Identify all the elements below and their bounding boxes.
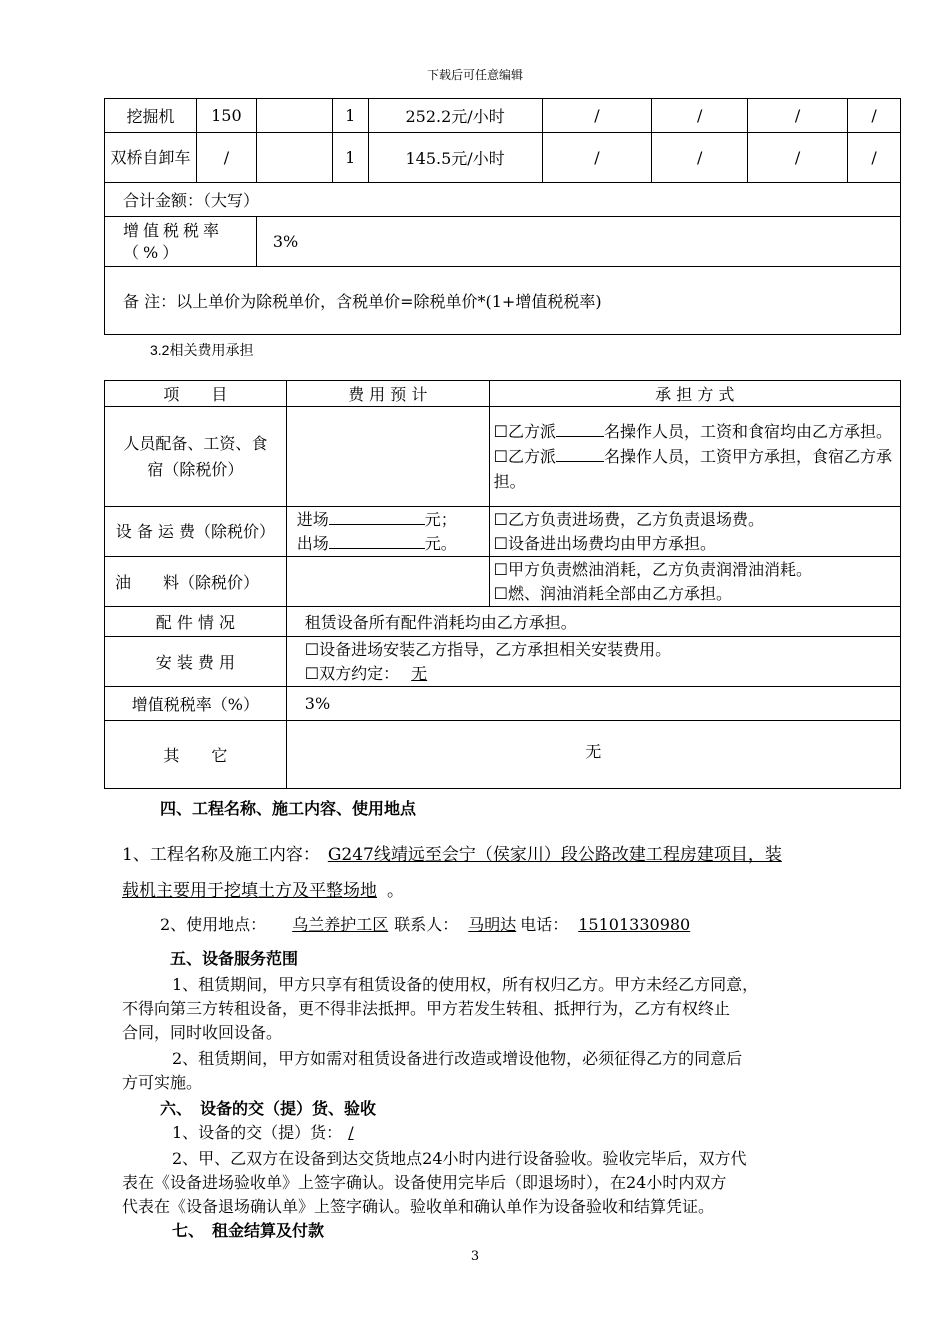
equipment-qty: / — [196, 133, 256, 183]
staff-label: 人员配备、工资、食宿（除税价） — [105, 407, 287, 507]
section-5-p1: 合同，同时收回设备。 — [122, 1023, 283, 1042]
item-label: 1、工程名称及施工内容： — [122, 845, 320, 865]
vat-value: 3% — [286, 687, 900, 721]
table-row — [105, 607, 901, 637]
header-item: 项 目 — [105, 381, 287, 407]
total-amount-label: 合计金额：（大写） — [105, 183, 901, 217]
section-4-item2 — [160, 912, 696, 935]
checkbox-option[interactable]: ☐燃、润油消耗全部由乙方承担。 — [493, 583, 732, 603]
table-row — [105, 687, 901, 721]
section-5-title: 五、设备服务范围 — [170, 949, 299, 968]
checkbox-option[interactable]: ☐乙方负责进场费，乙方负责退场费。 — [493, 509, 764, 529]
fuel-cost — [286, 557, 489, 607]
section-6-p2: 2、甲、乙双方在设备到达交货地点24小时内进行设备验收。验收完毕后，双方代 — [172, 1149, 747, 1168]
equipment-count: 1 — [332, 99, 368, 133]
checkbox-option[interactable]: ☐乙方派 — [493, 422, 556, 441]
period: 。 — [387, 881, 404, 901]
equipment-name: 挖掘机 — [105, 99, 197, 133]
section-4-title: 四、工程名称、施工内容、使用地点 — [160, 799, 417, 818]
table-row — [105, 507, 901, 557]
page-number: 3 — [470, 1249, 480, 1264]
equipment-extra — [256, 133, 332, 183]
parts-value: 租赁设备所有配件消耗均由乙方承担。 — [286, 607, 900, 637]
page-header: 下载后可任意编辑 — [426, 68, 523, 82]
transport-cost — [286, 507, 489, 557]
item-label: 1、设备的交（提）货： — [172, 1123, 343, 1142]
checkbox-option[interactable]: ☐设备进出场费均由甲方承担。 — [493, 533, 716, 553]
price-note: 备 注：以上单价为除税单价，含税单价=除税单价*(1+增值税税率) — [105, 267, 901, 335]
equipment-count: 1 — [332, 133, 368, 183]
table-row — [105, 183, 901, 217]
phone-label: 电话： — [520, 915, 569, 934]
option-text: 名操作人员，工资甲方承担，食宿乙方承担。 — [493, 447, 892, 491]
checkbox-option[interactable]: ☐乙方派 — [493, 447, 556, 466]
equipment-cell: / — [748, 99, 848, 133]
equipment-price: 145.5元/小时 — [368, 133, 542, 183]
equipment-cell: / — [848, 133, 901, 183]
header-method: 承 担 方 式 — [489, 381, 900, 407]
fuel-method — [489, 557, 900, 607]
vat-value: 3% — [256, 217, 900, 267]
yuan-label: 元； — [424, 509, 457, 529]
table-row — [105, 133, 901, 183]
table-row — [105, 721, 901, 789]
equipment-cell: / — [542, 99, 652, 133]
equipment-name: 双桥自卸车 — [105, 133, 197, 183]
equipment-cell: / — [652, 99, 748, 133]
parts-label: 配 件 情 况 — [105, 607, 287, 637]
section-4-item1-cont — [122, 876, 404, 901]
equipment-extra — [256, 99, 332, 133]
checkbox-option[interactable]: ☐设备进场安装乙方指导，乙方承担相关安装费用。 — [304, 639, 672, 659]
delivery-value: / — [348, 1123, 354, 1142]
project-content: 载机主要用于挖填土方及平整场地 — [122, 881, 377, 901]
table-row — [105, 99, 901, 133]
table-row — [105, 637, 901, 687]
table-row — [105, 217, 901, 267]
section-3-2-title: 3.2相关费用承担 — [150, 342, 254, 358]
checkbox-option[interactable]: ☐双方约定： — [304, 663, 400, 683]
staff-method — [489, 407, 900, 507]
section-5-p1: 1、租赁期间，甲方只享有租赁设备的使用权，所有权归乙方。甲方未经乙方同意， — [172, 975, 759, 994]
fuel-label: 油 料（除税价） — [105, 557, 287, 607]
equipment-qty: 150 — [196, 99, 256, 133]
location-value: 乌兰养护工区 — [292, 915, 389, 934]
vat-label: 增值税税率（%） — [105, 687, 287, 721]
project-name: G247线靖远至会宁（侯家川）段公路改建工程房建项目，装 — [327, 845, 782, 865]
equipment-cell: / — [848, 99, 901, 133]
agreed-value: 无 — [411, 663, 428, 683]
other-value: 无 — [286, 721, 900, 789]
item-label: 2、使用地点： — [160, 915, 267, 934]
table-row — [105, 407, 901, 507]
section-7-title: 七、 租金结算及付款 — [172, 1221, 325, 1240]
staff-cost — [286, 407, 489, 507]
checkbox-option[interactable]: ☐甲方负责燃油消耗，乙方负责润滑油消耗。 — [493, 559, 812, 579]
equipment-price: 252.2元/小时 — [368, 99, 542, 133]
option-text: 名操作人员，工资和食宿均由乙方承担。 — [603, 422, 892, 441]
transport-method — [489, 507, 900, 557]
install-method — [286, 637, 900, 687]
section-6-p2: 表在《设备进场验收单》上签字确认。设备使用完毕后（即退场时），在24小时内双方 — [122, 1173, 727, 1192]
section-4-item1 — [122, 840, 782, 865]
install-label: 安 装 费 用 — [105, 637, 287, 687]
section-6-item1 — [172, 1120, 360, 1143]
section-5-p2: 方可实施。 — [122, 1073, 203, 1092]
equipment-cell: / — [652, 133, 748, 183]
section-6-title: 六、 设备的交（提）货、验收 — [160, 1099, 377, 1118]
equipment-price-table — [104, 98, 901, 335]
transport-in-label: 进场 — [296, 509, 329, 529]
section-5-p1: 不得向第三方转租设备，更不得非法抵押。甲方若发生转租、抵押行为，乙方有权终止 — [122, 999, 731, 1018]
vat-label: 增值税税率（%） — [105, 217, 257, 267]
cost-responsibility-table — [104, 380, 901, 789]
transport-label: 设 备 运 费（除税价） — [105, 507, 287, 557]
phone-value: 15101330980 — [578, 915, 691, 934]
table-row — [105, 267, 901, 335]
table-row — [105, 557, 901, 607]
transport-out-label: 出场 — [296, 533, 329, 553]
contact-value: 马明达 — [468, 915, 517, 934]
section-5-p2: 2、租赁期间，甲方如需对租赁设备进行改造或增设他物，必须征得乙方的同意后 — [172, 1049, 743, 1068]
equipment-cell: / — [542, 133, 652, 183]
header-cost: 费 用 预 计 — [286, 381, 489, 407]
section-6-p2: 代表在《设备退场确认单》上签字确认。验收单和确认单作为设备验收和结算凭证。 — [122, 1197, 715, 1216]
table-row — [105, 381, 901, 407]
contact-label: 联系人： — [394, 915, 459, 934]
yuan-label: 元。 — [424, 533, 457, 553]
other-label: 其 它 — [105, 721, 287, 789]
equipment-cell: / — [748, 133, 848, 183]
